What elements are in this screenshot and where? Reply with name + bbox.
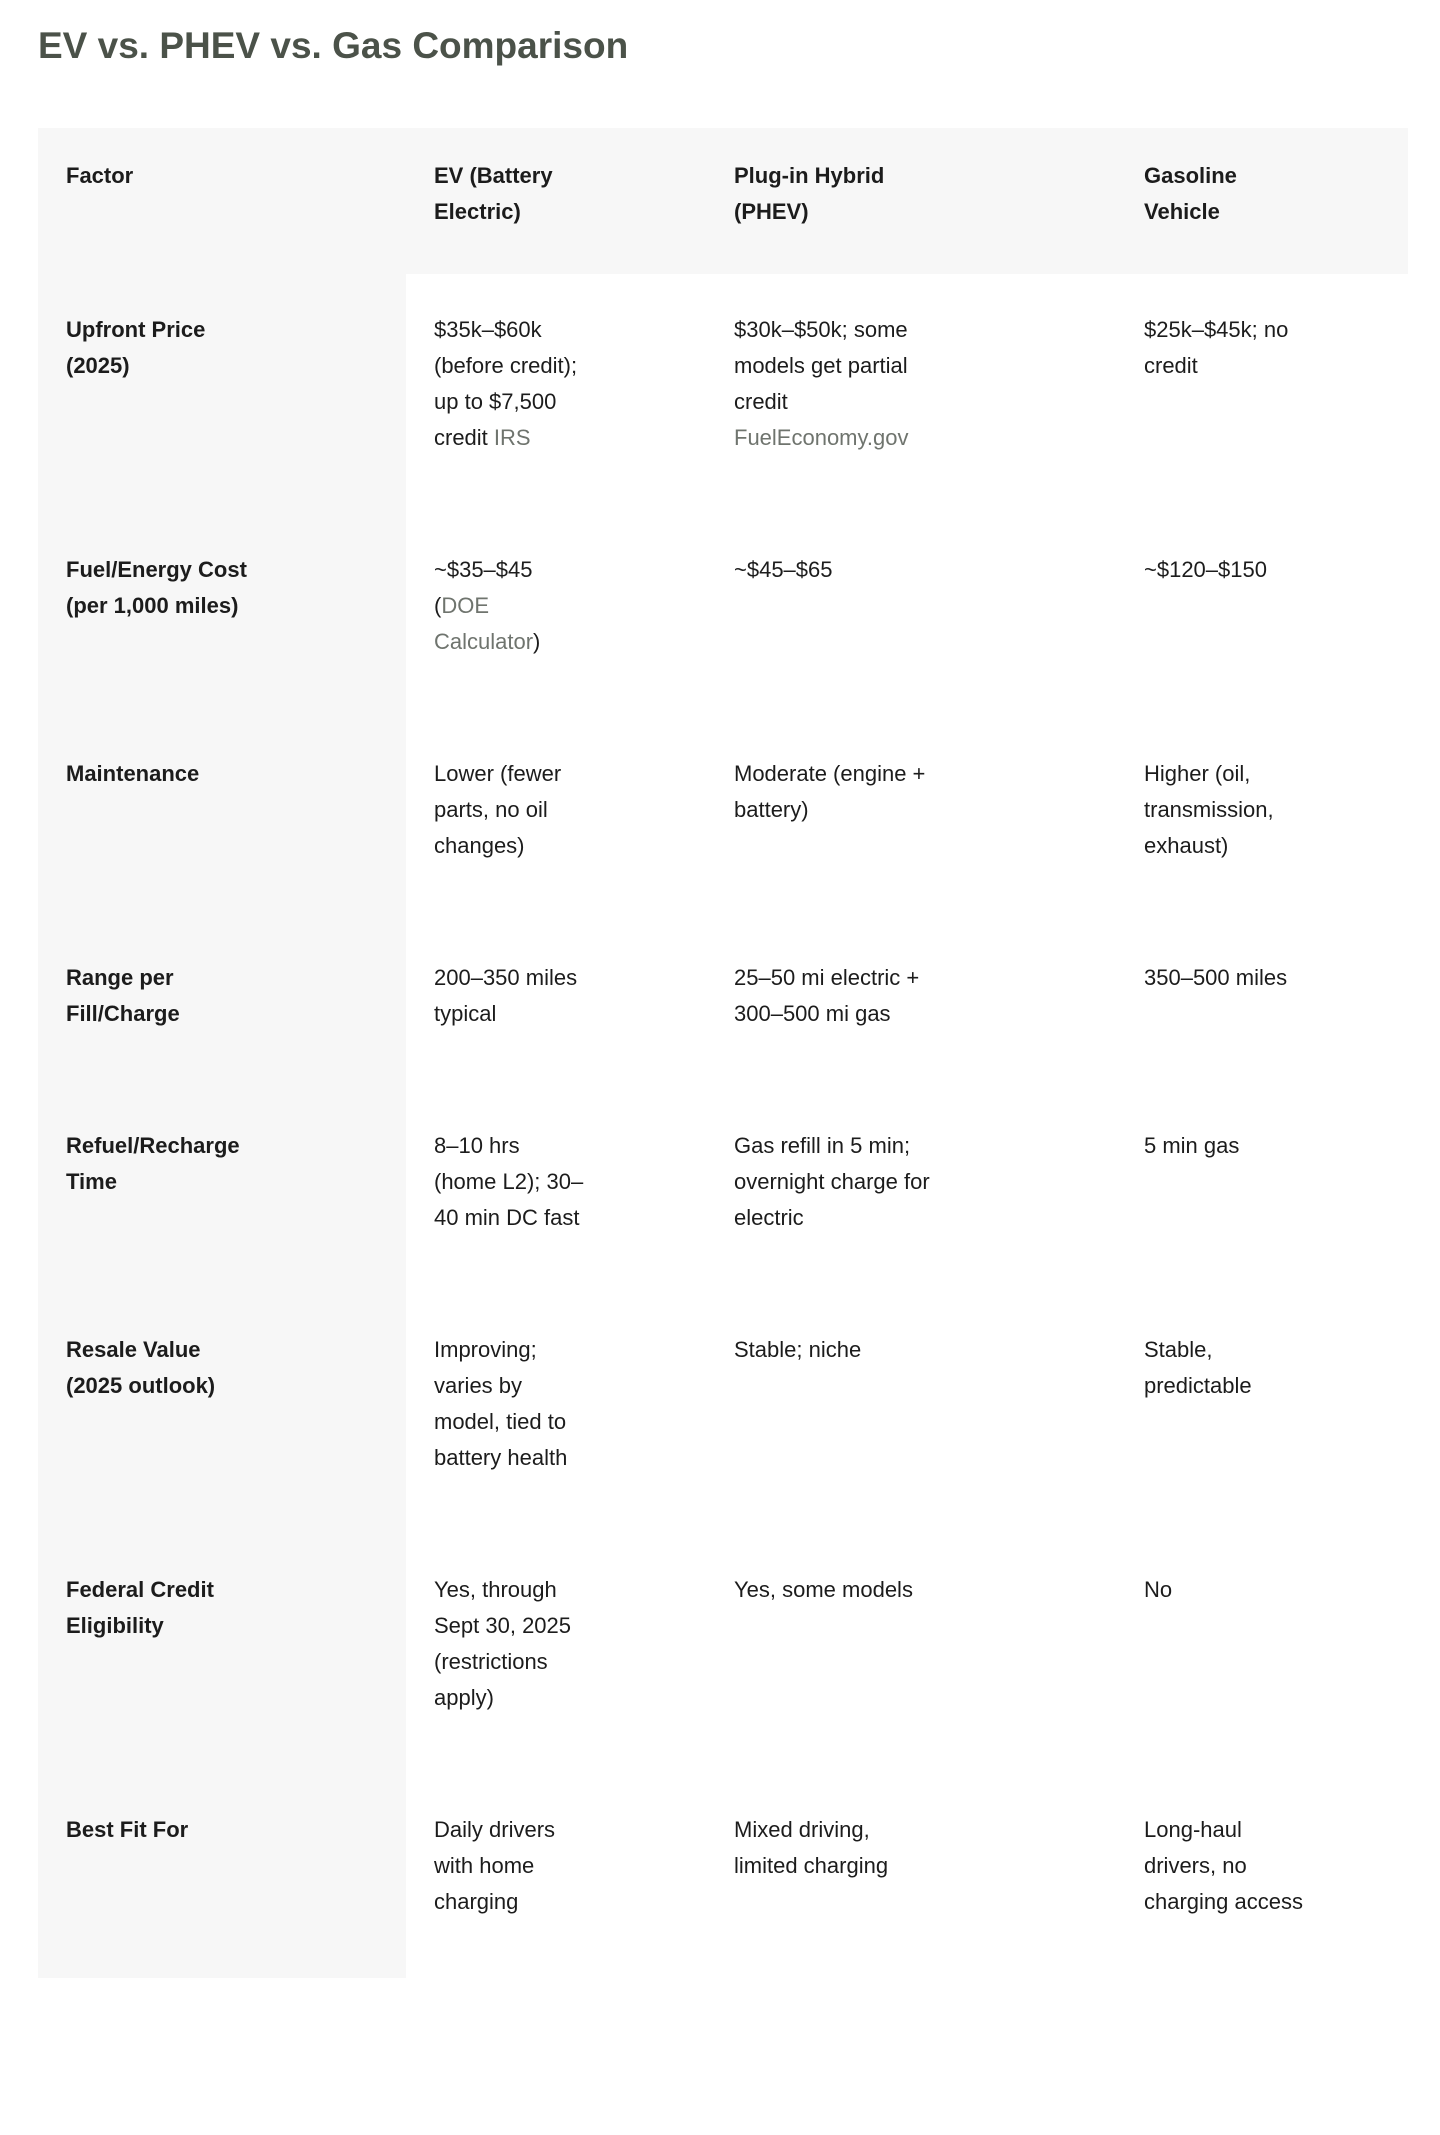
cell-range-gas: 350–500 miles — [1116, 922, 1408, 1090]
row-label-fuel-energy-cost: Fuel/Energy Cost (per 1,000 miles) — [38, 514, 406, 718]
cell-text: $30k–$50k; some models get partial credit — [734, 317, 908, 414]
cell-credit-phev: Yes, some models — [706, 1534, 1116, 1774]
cell-upfront-phev — [706, 274, 1116, 514]
row-label-federal-credit: Federal Credit Eligibility — [38, 1534, 406, 1774]
cell-fuelcost-phev: ~$45–$65 — [706, 514, 1116, 718]
row-best-fit — [38, 1774, 1408, 1978]
column-header-ev: EV (Battery Electric) — [406, 128, 706, 274]
row-label-resale-value: Resale Value (2025 outlook) — [38, 1294, 406, 1534]
page-title: EV vs. PHEV vs. Gas Comparison — [38, 25, 629, 66]
cell-bestfit-gas: Long-haul drivers, no charging access — [1116, 1774, 1408, 1978]
row-label-refuel-time: Refuel/Recharge Time — [38, 1090, 406, 1294]
cell-upfront-gas: $25k–$45k; no credit — [1116, 274, 1408, 514]
row-resale-value — [38, 1294, 1408, 1534]
cell-bestfit-phev: Mixed driving, limited charging — [706, 1774, 1116, 1978]
comparison-table — [38, 128, 1408, 1978]
row-fuel-energy-cost — [38, 514, 1408, 718]
column-header-factor: Factor — [38, 128, 406, 274]
cell-text: ) — [533, 629, 541, 654]
row-maintenance — [38, 718, 1408, 922]
cell-refuel-phev: Gas refill in 5 min; overnight charge for electric — [706, 1090, 1116, 1294]
cell-fuelcost-gas: ~$120–$150 — [1116, 514, 1408, 718]
doe-calculator-link[interactable]: DOE Calculator — [434, 593, 534, 654]
fueleconomy-link[interactable]: FuelEconomy.gov — [734, 425, 909, 450]
table-header — [38, 128, 1408, 274]
cell-credit-gas: No — [1116, 1534, 1408, 1774]
cell-refuel-gas: 5 min gas — [1116, 1090, 1408, 1294]
cell-maintenance-phev: Moderate (engine + battery) — [706, 718, 1116, 922]
row-federal-credit — [38, 1534, 1408, 1774]
cell-maintenance-ev: Lower (fewer parts, no oil changes) — [406, 718, 706, 922]
cell-text: ~$35–$45 ( — [434, 557, 533, 618]
cell-resale-ev: Improving; varies by model, tied to battery health — [406, 1294, 706, 1534]
cell-credit-ev: Yes, through Sept 30, 2025 (restrictions apply) — [406, 1534, 706, 1774]
row-upfront-price — [38, 274, 1408, 514]
row-refuel-time — [38, 1090, 1408, 1294]
cell-refuel-ev: 8–10 hrs (home L2); 30–40 min DC fast — [406, 1090, 706, 1294]
column-header-gas: Gasoline Vehicle — [1116, 128, 1408, 274]
cell-range-phev: 25–50 mi electric + 300–500 mi gas — [706, 922, 1116, 1090]
cell-resale-gas: Stable, predictable — [1116, 1294, 1408, 1534]
cell-bestfit-ev: Daily drivers with home charging — [406, 1774, 706, 1978]
cell-maintenance-gas: Higher (oil, transmission, exhaust) — [1116, 718, 1408, 922]
cell-resale-phev: Stable; niche — [706, 1294, 1116, 1534]
row-range — [38, 922, 1408, 1090]
row-label-upfront-price: Upfront Price (2025) — [38, 274, 406, 514]
cell-upfront-ev — [406, 274, 706, 514]
cell-fuelcost-ev — [406, 514, 706, 718]
cell-range-ev: 200–350 miles typical — [406, 922, 706, 1090]
row-label-best-fit: Best Fit For — [38, 1774, 406, 1978]
column-header-phev: Plug-in Hybrid (PHEV) — [706, 128, 1116, 274]
cell-text: $35k–$60k (before credit); up to $7,500 credit — [434, 317, 578, 450]
header-row — [38, 128, 1408, 274]
row-label-maintenance: Maintenance — [38, 718, 406, 922]
irs-link[interactable]: IRS — [493, 425, 531, 450]
row-label-range: Range per Fill/Charge — [38, 922, 406, 1090]
table-body — [38, 274, 1408, 1978]
